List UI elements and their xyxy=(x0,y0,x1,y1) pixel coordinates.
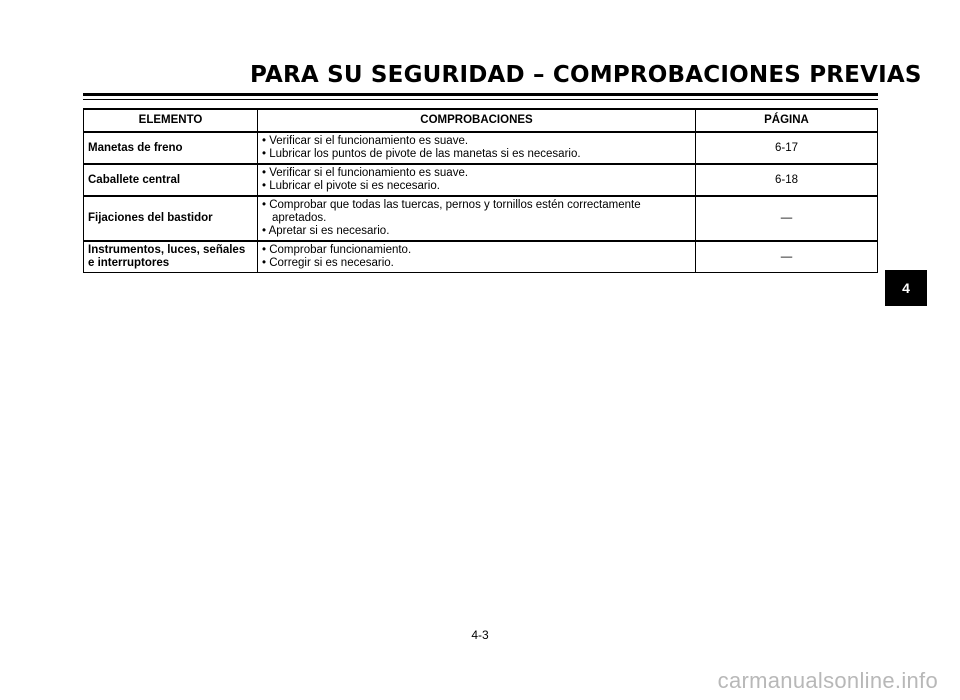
elemento-text: Manetas de freno xyxy=(88,141,183,154)
page-title: PARA SU SEGURIDAD – COMPROBACIONES PREVIAS xyxy=(250,62,922,88)
header-comprobaciones: COMPROBACIONES xyxy=(258,109,696,132)
elemento-text: e interruptores xyxy=(88,257,170,269)
table-row xyxy=(84,241,878,273)
check-item: • Comprobar que todas las tuercas, pernos y tornillos estén correctamente apretados. xyxy=(262,199,691,225)
table-row xyxy=(84,196,878,241)
cell-elemento xyxy=(84,196,258,241)
cell-elemento xyxy=(84,164,258,196)
cell-comprobaciones xyxy=(258,164,696,196)
check-item: • Lubricar el pivote si es necesario. xyxy=(262,180,691,193)
checks-table xyxy=(83,108,878,273)
elemento-text: Instrumentos, luces, señales xyxy=(88,244,246,256)
check-item: • Lubricar los puntos de pivote de las manetas si es necesario. xyxy=(262,148,691,161)
table-header-row xyxy=(84,109,878,132)
page-number: 4-3 xyxy=(471,628,489,642)
cell-elemento xyxy=(84,241,258,273)
cell-comprobaciones xyxy=(258,132,696,164)
table-row xyxy=(84,164,878,196)
check-item: • Apretar si es necesario. xyxy=(262,225,691,238)
header-pagina: PÁGINA xyxy=(696,109,878,132)
cell-comprobaciones xyxy=(258,196,696,241)
check-item: • Comprobar funcionamiento. xyxy=(262,244,691,257)
cell-comprobaciones xyxy=(258,241,696,273)
elemento-text: Caballete central xyxy=(88,173,181,186)
check-item: • Verificar si el funcionamiento es suave. xyxy=(262,135,691,148)
check-item: • Corregir si es necesario. xyxy=(262,257,691,270)
chapter-tab: 4 xyxy=(885,270,927,306)
header-elemento: ELEMENTO xyxy=(84,109,258,132)
title-rule-thick xyxy=(83,93,878,96)
cell-pagina: — xyxy=(696,196,878,241)
cell-pagina: — xyxy=(696,241,878,273)
cell-pagina: 6-17 xyxy=(696,132,878,164)
check-item: • Verificar si el funcionamiento es suave. xyxy=(262,167,691,180)
title-rule-thin xyxy=(83,99,878,100)
watermark: carmanualsonline.info xyxy=(717,668,938,693)
elemento-text: Fijaciones del bastidor xyxy=(88,212,213,224)
cell-elemento xyxy=(84,132,258,164)
table-row xyxy=(84,132,878,164)
cell-pagina: 6-18 xyxy=(696,164,878,196)
